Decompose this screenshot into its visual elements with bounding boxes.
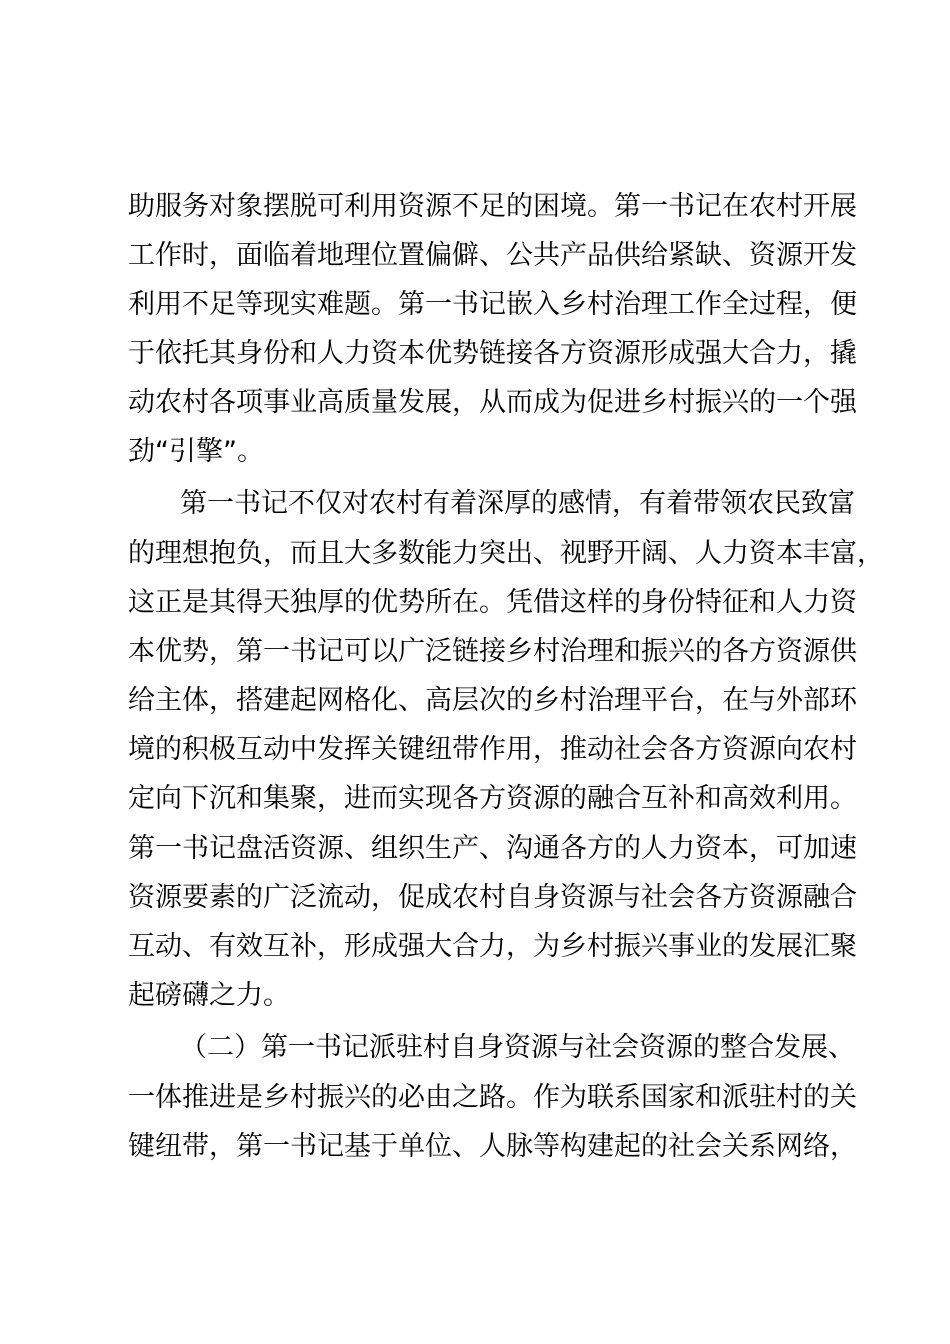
text-line: 助服务对象摆脱可利用资源不足的困境。第一书记在农村开展 (128, 191, 857, 222)
section-heading-line: （二）第一书记派驻村自身资源与社会资源的整合发展、 (180, 1032, 855, 1063)
text-line: 这正是其得天独厚的优势所在。凭借这样的身份特征和人力资 (128, 587, 857, 618)
text-line: 本优势，第一书记可以广泛链接乡村治理和振兴的各方资源供 (128, 636, 857, 667)
paragraph-first-line: 第一书记不仅对农村有着深厚的感情，有着带领农民致富 (180, 488, 855, 519)
text-line: 键纽带，第一书记基于单位、人脉等构建起的社会关系网络， (128, 1131, 857, 1162)
text-line: 第一书记盘活资源、组织生产、沟通各方的人力资本，可加速 (128, 833, 857, 864)
text-line: 的理想抱负，而且大多数能力突出、视野开阔、人力资本丰富， (128, 538, 884, 569)
text-line: 境的积极互动中发挥关键纽带作用，推动社会各方资源向农村 (128, 734, 857, 765)
text-line: 资源要素的广泛流动，促成农村自身资源与社会各方资源融合 (128, 882, 857, 913)
text-line: 工作时，面临着地理位置偏僻、公共产品供给紧缺、资源开发 (128, 240, 857, 271)
text-line: 一体推进是乡村振兴的必由之路。作为联系国家和派驻村的关 (128, 1082, 857, 1113)
text-line: 互动、有效互补，形成强大合力，为乡村振兴事业的发展汇聚 (128, 931, 857, 962)
text-line: 利用不足等现实难题。第一书记嵌入乡村治理工作全过程，便 (128, 289, 857, 320)
text-line: 劲“引擎”。 (128, 436, 264, 467)
text-line: 起磅礴之力。 (128, 980, 290, 1011)
text-line: 动农村各项事业高质量发展，从而成为促进乡村振兴的一个强 (128, 387, 857, 418)
text-line: 于依托其身份和人力资本优势链接各方资源形成强大合力，撬 (128, 338, 857, 369)
text-line: 给主体，搭建起网格化、高层次的乡村治理平台，在与外部环 (128, 685, 857, 716)
text-line: 定向下沉和集聚，进而实现各方资源的融合互补和高效利用。 (128, 783, 857, 814)
